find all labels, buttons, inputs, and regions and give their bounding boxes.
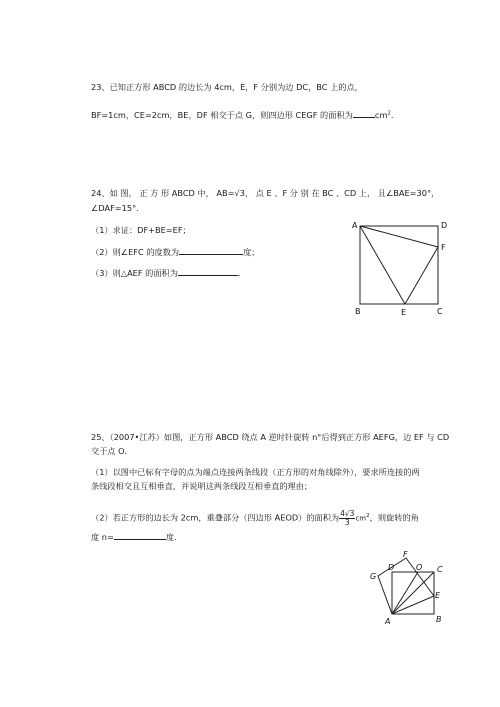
q24-part2-text: （2）则∠EFC 的度数为: [91, 247, 180, 257]
q25-part1-line1: （1）以图中已标有字母的点为端点连接两条线段（正方形的对角线除外），要求所连接的两: [91, 467, 420, 477]
q23-line1: 23、已知正方形 ABCD 的边长为 4cm，E，F 分别为边 DC，BC 上的点，: [91, 82, 363, 92]
q24-label-a: A: [352, 221, 358, 230]
q24-line1-c: ， 点 E 、F 分 别 在 BC 、CD 上， 且∠BAE=30°，: [244, 188, 440, 198]
q25-line2: 交于点 O.: [91, 446, 127, 456]
q24-part3-text: （3）则△AEF 的面积为: [91, 268, 178, 278]
q25-part2-line1: [91, 506, 419, 529]
q24-segment-ef: [405, 247, 438, 304]
q25-part1-line2: 条线段相交且互相垂直，并说明这两条线段互相垂直的理由；: [91, 481, 313, 491]
q25-label-o: O: [416, 563, 423, 572]
q25-figure: [358, 548, 450, 628]
q25-answer-blank[interactable]: [114, 530, 166, 540]
q24-part3-end: .: [237, 268, 241, 278]
q25-fraction: [339, 510, 355, 527]
q23-line2: [91, 108, 393, 121]
q24-segment-ae: [360, 226, 405, 304]
q25-unit-sup: 2: [366, 513, 370, 519]
q24-square: [360, 226, 438, 304]
q24-part1: （1）求证：DF+BE=EF；: [91, 225, 191, 235]
q25-unit: cm: [355, 514, 367, 523]
q23-unit-sup: 2: [387, 110, 391, 117]
q25-part2-text-d: 度.: [165, 532, 177, 542]
q25-line1: 25、（2007•江苏）如图，正方形 ABCD 绕点 A 逆时针旋转 n°后得到正方形 AEFG，边 EF 与 CD: [91, 432, 450, 442]
q24-part2-unit: 度；: [243, 247, 260, 257]
q24-label-d: D: [441, 221, 448, 230]
q23-period: .: [390, 110, 394, 120]
q25-label-a: A: [385, 617, 391, 626]
q25-label-e: E: [435, 591, 441, 600]
q24-label-b: B: [355, 307, 361, 316]
q24-label-c: C: [437, 307, 443, 316]
q24-sqrt3: √3: [234, 188, 245, 198]
q23-answer-blank[interactable]: [353, 108, 375, 118]
q24-part2-blank[interactable]: [179, 245, 243, 255]
q25-diagonal-ac: [392, 572, 434, 614]
q24-figure: [348, 218, 452, 318]
q25-part2-text-b: ，则旋转的角: [369, 512, 419, 523]
q25-label-b: B: [436, 615, 442, 624]
q24-label-e: E: [401, 308, 407, 317]
q25-fraction-den: 3: [344, 517, 350, 527]
q23-line2-text: BF=1cm，CE=2cm，BE，DF 相交于点 G，则四边形 CEGF 的面积为: [91, 110, 353, 120]
q23-unit: cm: [374, 110, 388, 120]
q24-label-f: F: [441, 243, 446, 252]
q24-line2: ∠DAF=15°．: [91, 203, 145, 213]
q24-part2: [91, 245, 259, 258]
q24-line1-a: 24、如 图， 正 方 形 ABCD 中， AB=: [91, 188, 235, 198]
q24-part3-blank[interactable]: [178, 266, 238, 276]
q25-fraction-num: 4√3: [340, 508, 355, 518]
q25-part2-line2: [91, 530, 177, 543]
q25-label-d: D: [388, 563, 395, 572]
q25-segment-ao: [392, 572, 418, 614]
q24-part3: [91, 266, 241, 279]
q25-part2-text: （2）若正方形的边长为 2cm，重叠部分（四边形 AEOD）的面积为: [91, 512, 340, 523]
q25-square-aefg: [378, 558, 434, 614]
q25-label-f: F: [403, 550, 408, 559]
q25-label-g: G: [370, 572, 377, 581]
q25-label-c: C: [437, 565, 443, 574]
q24-segment-af: [360, 226, 438, 247]
q25-part2-text-c: 度 n=: [91, 532, 114, 542]
q24-line1: [91, 188, 439, 199]
